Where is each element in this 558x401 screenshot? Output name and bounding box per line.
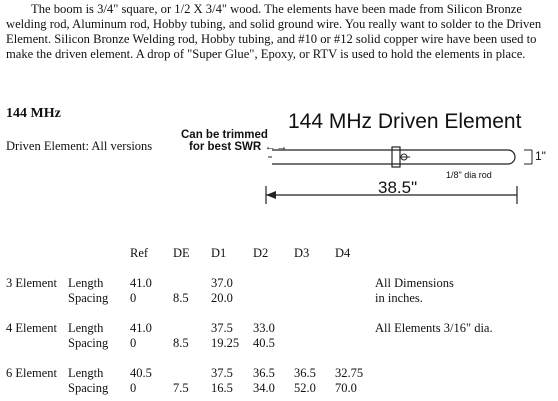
rod-label: 1/8" dia rod bbox=[446, 170, 492, 180]
row-label: Length bbox=[68, 321, 104, 335]
group-name: 6 Element bbox=[6, 366, 58, 380]
diagram-title: 144 MHz Driven Element bbox=[288, 110, 522, 133]
group-name: 3 Element bbox=[6, 276, 58, 290]
table-cell: 20.0 bbox=[211, 291, 233, 305]
table-cell: 32.75 bbox=[335, 366, 364, 380]
col-header-de: DE bbox=[173, 246, 190, 260]
intro-line: welding rod, Aluminum rod, Hobby tubing, and solid ground wire. You really want to solder to the Driven bbox=[6, 17, 542, 31]
rod-outline bbox=[272, 150, 515, 164]
table-cell: 0 bbox=[130, 381, 137, 395]
length-arrow-left bbox=[266, 191, 276, 199]
row-label: Spacing bbox=[68, 291, 109, 305]
table-cell: 34.0 bbox=[253, 381, 275, 395]
row-label: Spacing bbox=[68, 381, 109, 395]
col-header-ref: Ref bbox=[130, 246, 149, 260]
table-cell: 52.0 bbox=[294, 381, 316, 395]
table-cell: 37.5 bbox=[211, 321, 233, 335]
table-cell: 8.5 bbox=[173, 291, 189, 305]
table-cell: 41.0 bbox=[130, 276, 152, 290]
table-cell: 8.5 bbox=[173, 336, 189, 350]
trim-note-line2: for best SWR ←→ bbox=[189, 141, 288, 153]
col-header-d4: D4 bbox=[335, 246, 351, 260]
table-cell: 16.5 bbox=[211, 381, 233, 395]
table-cell: 36.5 bbox=[294, 366, 316, 380]
table-cell: 7.5 bbox=[173, 381, 189, 395]
intro-line: Element. Silicon Bronze Welding rod, Hobby tubing, and #10 or #12 solid copper wire have been used to bbox=[6, 32, 537, 46]
col-header-d2: D2 bbox=[253, 246, 269, 260]
table-cell: 41.0 bbox=[130, 321, 152, 335]
table-cell: 19.25 bbox=[211, 336, 240, 350]
table-cell: 0 bbox=[130, 291, 137, 305]
group-name: 4 Element bbox=[6, 321, 58, 335]
table-cell: 37.5 bbox=[211, 366, 233, 380]
col-header-d1: D1 bbox=[211, 246, 227, 260]
group-note: All Elements 3/16" dia. bbox=[375, 321, 493, 335]
table-cell: 33.0 bbox=[253, 321, 275, 335]
group-note: All Dimensions bbox=[375, 276, 454, 290]
row-label: Length bbox=[68, 366, 104, 380]
table-cell: 40.5 bbox=[253, 336, 275, 350]
trim-note-line1: Can be trimmed bbox=[181, 129, 268, 141]
trim-arrow-icon: ←→ bbox=[264, 141, 288, 153]
table-cell: 40.5 bbox=[130, 366, 152, 380]
section-heading: 144 MHz bbox=[6, 106, 61, 121]
section-subheading: Driven Element: All versions bbox=[6, 139, 153, 153]
row-label: Length bbox=[68, 276, 104, 290]
table-cell: 0 bbox=[130, 336, 137, 350]
table-cell: 37.0 bbox=[211, 276, 233, 290]
intro-line: make the driven element. A drop of "Super Glue", Epoxy, or RTV is used to hold the elements in place. bbox=[6, 47, 526, 61]
table-cell: 36.5 bbox=[253, 366, 275, 380]
col-header-d3: D3 bbox=[294, 246, 310, 260]
group-note: in inches. bbox=[375, 291, 423, 305]
row-label: Spacing bbox=[68, 336, 109, 350]
gap-label: 1" bbox=[535, 149, 546, 163]
intro-line: The boom is 3/4" square, or 1/2 X 3/4" wood. The elements have been made from Silicon Bronze bbox=[31, 2, 522, 16]
length-label: 38.5" bbox=[378, 178, 418, 197]
table-cell: 70.0 bbox=[335, 381, 357, 395]
